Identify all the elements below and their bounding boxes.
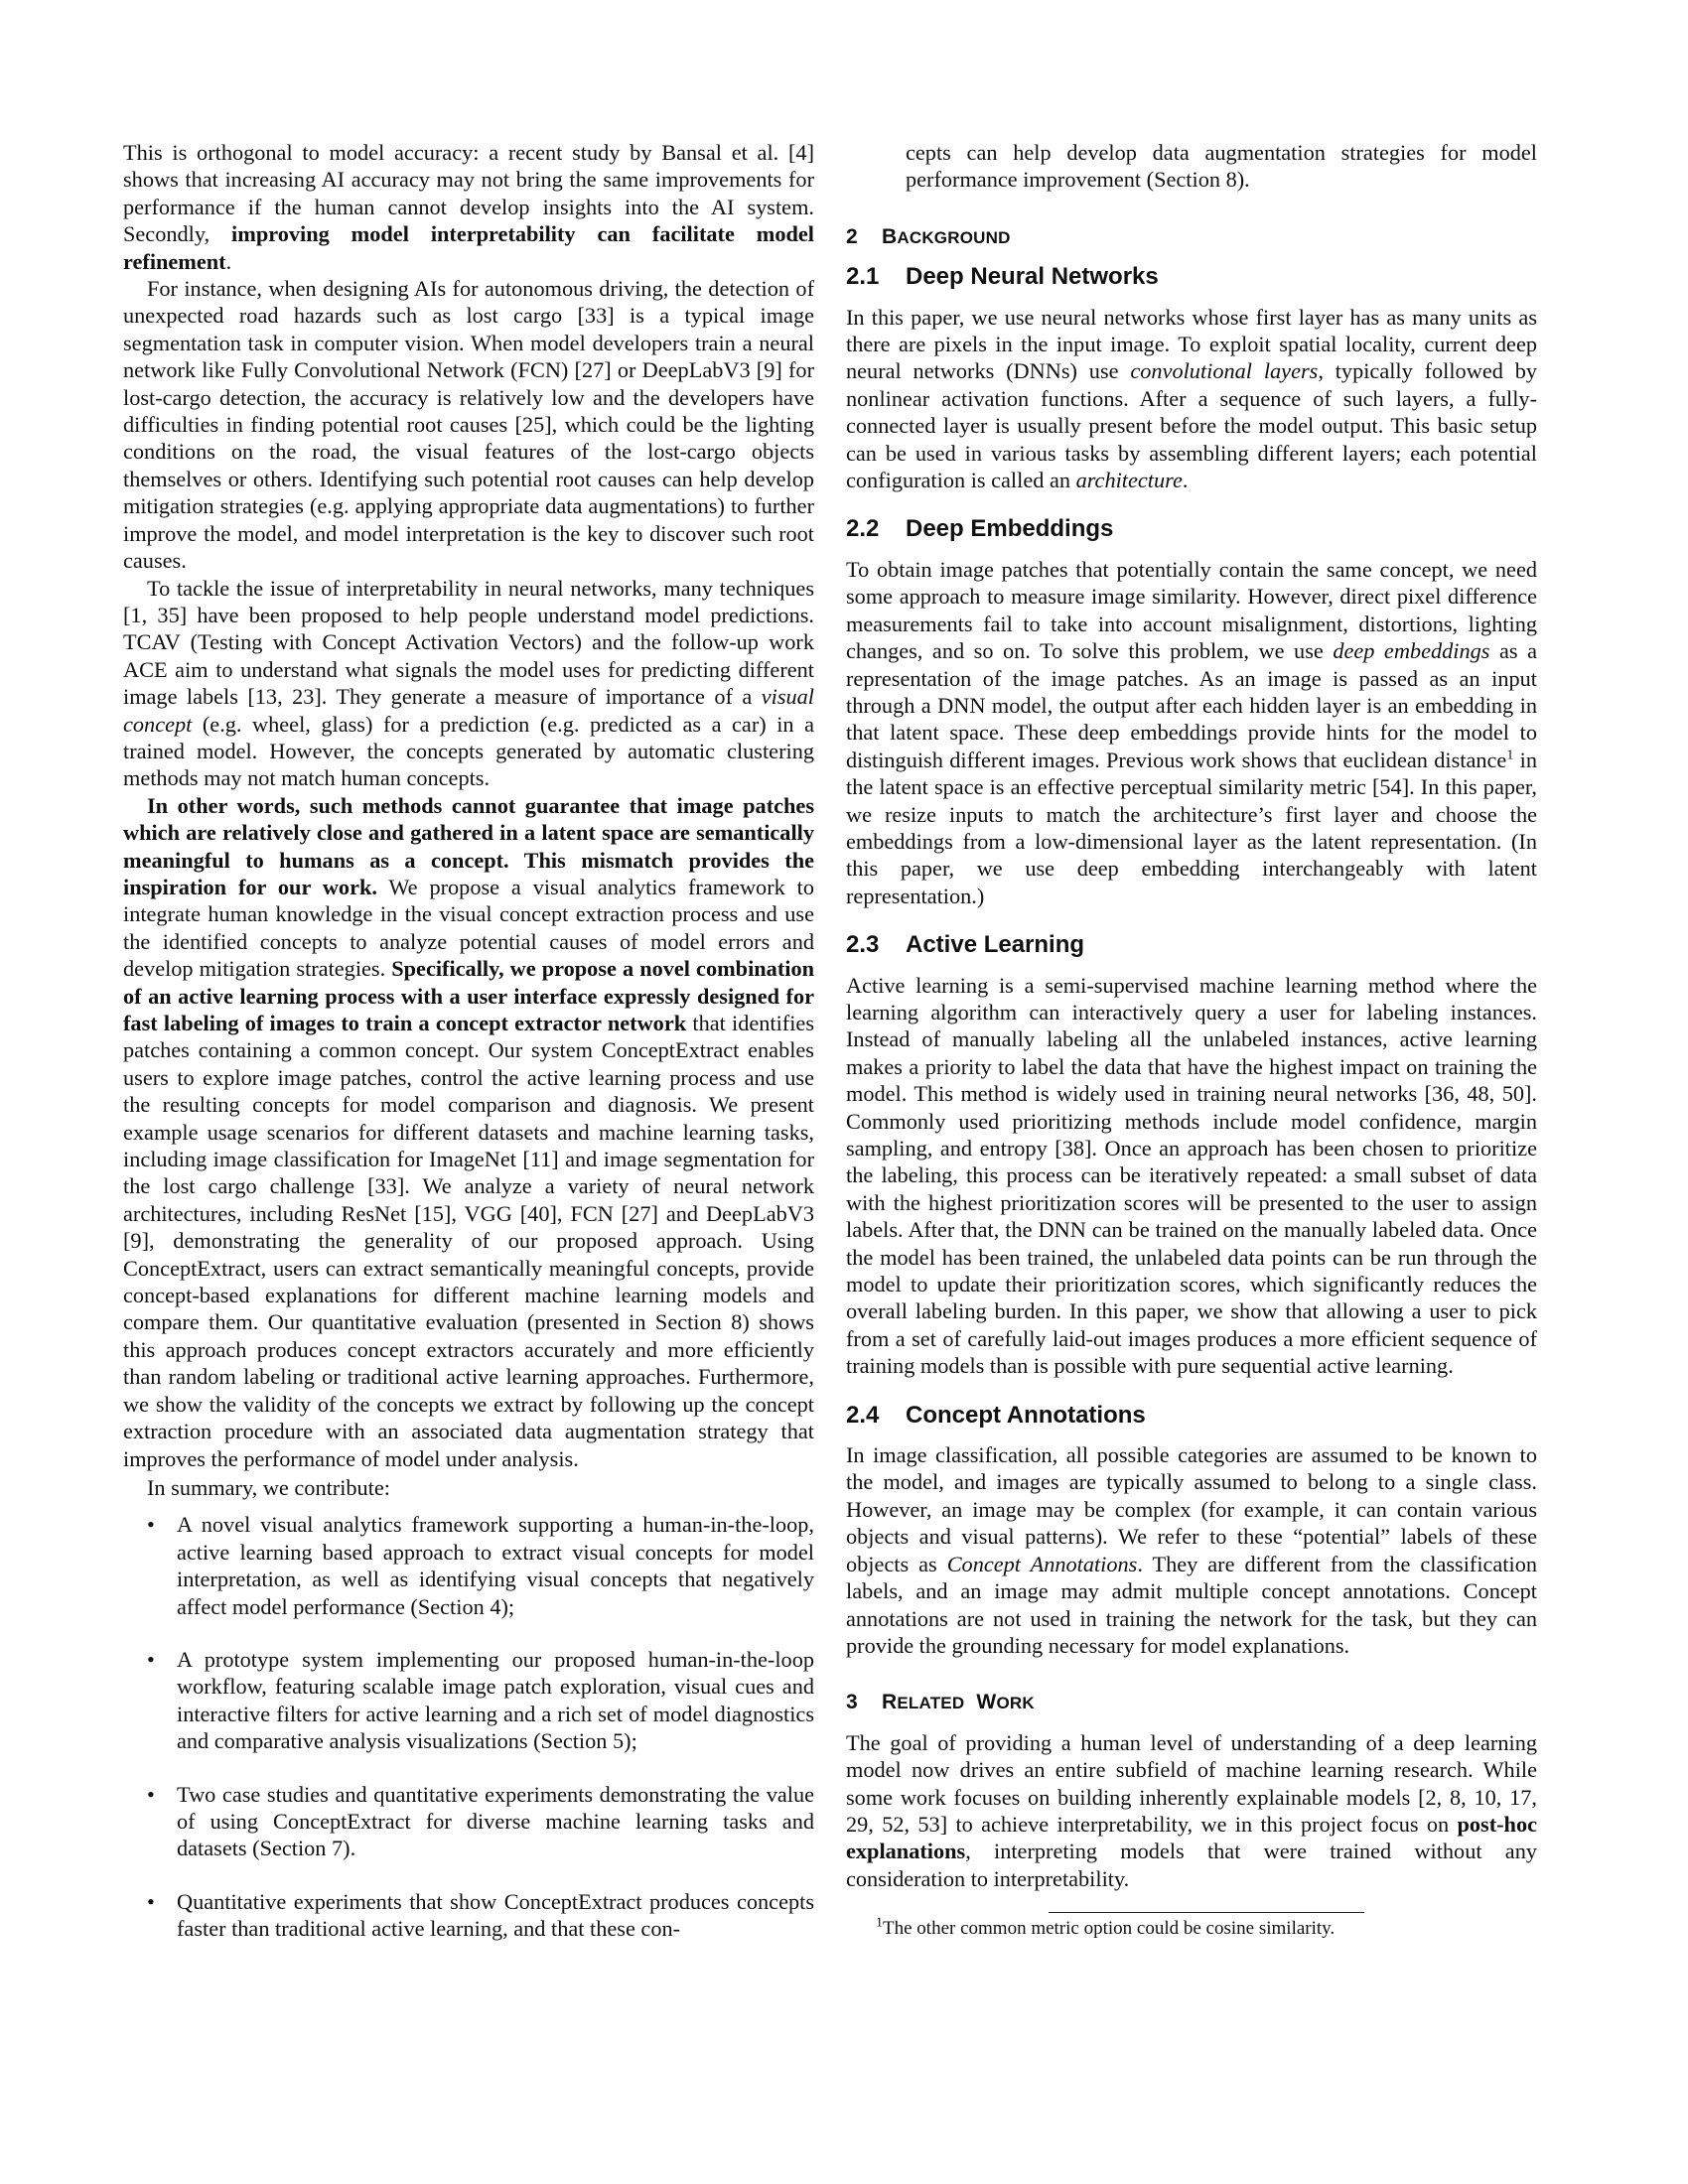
tackle-paragraph: [123, 575, 814, 792]
subsection-heading-dnn: [846, 263, 1537, 290]
dnn-italic-2: architecture: [1075, 468, 1183, 493]
footnote-number: 1: [876, 1915, 883, 1931]
section-title-rest: ELATED: [897, 1694, 965, 1713]
dnn-italic-1: convolutional layers: [1130, 358, 1319, 384]
section-heading-background: [846, 223, 1537, 251]
intro-paragraph: [123, 139, 814, 275]
other-words-bold-1: In other words, such methods cannot guarantee that image patches which are relatively close and gathered in a latent space are semantically meaningful to humans as a concept. This mismatch provides the inspiration for our work.: [123, 792, 814, 899]
dnn-paragraph: [846, 304, 1537, 494]
other-words-text-b: that identifies patches containing a common concept. Our system ConceptExtract enables users to explore image patches, control the active learning process and use the resulting concepts for model comparison and diagnosis. We present example usage scenarios for different datasets and machine learning tasks, including image classification for ImageNet [11] and image segmentation for the lost cargo challenge [33]. We analyze a variety of neural network architectures, including ResNet [15], VGG [40], FCN [27] and DeepLabV3 [9], demonstrating the generality of our proposed approach. Using ConceptExtract, users can extract semantically meaningful concepts, provide concept-based explanations for different machine learning models and compare them. Our quantitative evaluation (presented in Section 8) shows this approach produces concept extractors accurately and more efficiently than random labeling or traditional active learning approaches. Furthermore, we show the validity of the concepts we extract by following up the concept extraction procedure with an associated data augmentation strategy that improves the performance of model under analysis.: [123, 1011, 815, 1471]
embeddings-text-b: as a representation of the image patches. As an image is passed as an input through a DNN model, the output after each hidden layer is an embedding in that latent space. These deep embeddings provide hints for the model to distinguish different images. Previous work shows that euclidean distance: [846, 638, 1537, 772]
subsection-number: 2.1: [846, 263, 880, 291]
intro-bold-text: improving model interpretability can facilitate model refinement: [123, 221, 814, 274]
subsection-number: 2.2: [846, 515, 880, 543]
subsection-title: Deep Embeddings: [906, 515, 1114, 543]
related-text-b: , interpreting models that were trained without any consideration to interpretability.: [846, 1839, 1537, 1891]
contribution-text: Two case studies and quantitative experiments demonstrating the value of using ConceptExtract for diverse machine learning tasks and datasets (Section 7).: [177, 1781, 814, 1861]
subsection-title: Concept Annotations: [906, 1401, 1146, 1429]
bullet-icon: •: [147, 1646, 155, 1672]
instance-paragraph: For instance, when designing AIs for autonomous driving, the detection of unexpected road hazards such as lost cargo [33] is a typical image segmentation task in computer vision. When model developers train a neural network like Fully Convolutional Network (FCN) [27] or DeepLabV3 [9] for lost-cargo detection, the accuracy is relatively low and the developers have difficulties in finding potential root causes [25], which could be the lighting conditions on the road, the visual features of the lost-cargo objects themselves or others. Identifying such potential root causes can help develop mitigation strategies (e.g. applying appropriate data augmentations) to further improve the model, and model interpretation is the key to discover such root causes.: [123, 276, 814, 574]
footnote-rule: [1049, 1912, 1364, 1913]
tackle-italic: visual concept: [123, 684, 814, 737]
contribution-item: [147, 1781, 814, 1862]
contribution-item: [147, 1511, 814, 1620]
active-learning-paragraph: Active learning is a semi-supervised machine learning method where the learning algorithm can interactively query a user for labeling instances. Instead of manually labeling all the unlabeled instances, active learning makes a priority to label the data that have the highest impact on training the model. This method is widely used in training neural networks [36, 48, 50]. Commonly used prioritizing methods include model confidence, margin sampling, and entropy [38]. Once an approach has been chosen to prioritize the labeling, this process can be iteratively repeated: a small subset of data with the highest prioritization scores will be presented to the user to assign labels. After that, the DNN can be trained on the manually labeled data. Once the model has been trained, the unlabeled data points can be run through the model to update their prioritization scores, which significantly reduces the overall labeling burden. In this paper, we show that allowing a user to pick from a set of carefully laid-out images produces a more efficient sequence of training models than is possible with pure sequential active learning.: [846, 972, 1537, 1379]
contribution-item: [147, 1888, 814, 1943]
related-work-paragraph: [846, 1729, 1537, 1892]
dnn-text-a: In this paper, we use neural networks whose first layer has as many units as there are pixels in the input image. To exploit spatial locality, current deep neural networks (DNNs) use: [846, 304, 1537, 384]
dnn-text-b: , typically followed by nonlinear activation functions. After a sequence of such layers, a fully-connected layer is usually present before the model output. This basic setup can be used in various tasks by assembling different layers; each potential configuration is called an: [846, 358, 1537, 493]
tackle-text-a: To tackle the issue of interpretability in neural networks, many techniques [1, 35] have been proposed to help people understand model predictions. TCAV (Testing with Concept Activation Vectors) and the follow-up work ACE aim to understand what signals the model uses for predicting different image labels [13, 23]. They generate a measure of importance of a: [123, 575, 814, 710]
left-column: [123, 139, 814, 1969]
other-words-paragraph: [123, 792, 814, 1472]
related-bold: post-hoc explanations: [846, 1811, 1537, 1864]
related-text-a: The goal of providing a human level of understanding of a deep learning model now drives an entire subfield of machine learning research. While some work focuses on building inherently explainable models [2, 8, 10, 17, 29, 52, 53] to achieve interpretability, we in this project focus on: [846, 1729, 1537, 1837]
section-title-initial: R: [882, 1691, 898, 1714]
section-heading-related-work: [846, 1689, 1537, 1716]
concept-annotations-paragraph: [846, 1441, 1537, 1659]
other-words-bold-2: Specifically, we propose a novel combination of an active learning process with a user interface expressly designed for fast labeling of images to train a concept extractor network: [123, 956, 814, 1035]
contribution-text: A novel visual analytics framework supporting a human-in-the-loop, active learning based approach to extract visual concepts for model interpretation, as well as identifying visual concepts that negatively affect model performance (Section 4);: [177, 1512, 814, 1619]
subsection-number: 2.4: [846, 1401, 880, 1429]
subsection-heading-concept-annotations: [846, 1402, 1537, 1429]
tackle-text-b: (e.g. wheel, glass) for a prediction (e.g. predicted as a car) in a trained model. However, the concepts generated by automatic clustering methods may not match human concepts.: [123, 711, 814, 791]
right-column: [846, 139, 1537, 1941]
bullet-icon: •: [147, 1512, 155, 1538]
contribution-text: A prototype system implementing our proposed human-in-the-loop workflow, featuring scalable image patch exploration, visual cues and interactive filters for active learning and a rich set of model diagnostics and comparative analysis visualizations (Section 5);: [177, 1646, 814, 1754]
bullet-icon: •: [147, 1888, 155, 1914]
contribution-list: [123, 1511, 814, 1942]
section-title-rest: ORK: [996, 1694, 1035, 1713]
subsection-number: 2.3: [846, 931, 880, 959]
continuation-paragraph: cepts can help develop data augmentation strategies for model performance improvement (Section 8).: [906, 140, 1537, 193]
embeddings-text-c: in the latent space is an effective perceptual similarity metric [54]. In this paper, we resize inputs to match the architecture’s first layer and choose the embeddings from a low-dimensional layer as the latent representation. (In this paper, we use deep embedding interchangeably with latent representation.): [846, 747, 1538, 908]
contribution-item: [147, 1646, 814, 1755]
annotations-text-b: . They are different from the classification labels, and an image may admit multiple concept annotations. Concept annotations are not used in training the network for the task, but they can provide the grounding necessary for model explanations.: [846, 1551, 1537, 1658]
summary-line: In summary, we contribute:: [147, 1474, 390, 1500]
section-number: 3: [846, 1691, 858, 1714]
subsection-title: Active Learning: [906, 931, 1085, 959]
footnote-marker[interactable]: 1: [1506, 748, 1514, 763]
section-number: 2: [846, 224, 858, 248]
annotations-text-a: In image classification, all possible categories are assumed to be known to the model, and images are typically assumed to belong to a single class. However, an image may be complex (for example, it can contain various objects and visual patterns). We refer to these “potential” labels of these objects as: [846, 1442, 1537, 1576]
annotations-italic: Concept Annotations: [946, 1551, 1138, 1576]
dnn-text-c: .: [1182, 468, 1189, 493]
embeddings-paragraph: [846, 556, 1537, 909]
embeddings-text-a: To obtain image patches that potentially contain the same concept, we need some approach to measure image similarity. However, direct pixel difference measurements fail to take into account misalignment, distortions, lighting changes, and so on. To solve this problem, we use: [846, 556, 1537, 664]
intro-end: .: [225, 248, 232, 274]
section-title-rest: ACKGROUND: [897, 227, 1011, 247]
section-title-initial: B: [882, 224, 898, 248]
contribution-text: Quantitative experiments that show ConceptExtract produces concepts faster than traditional active learning, and that these con-: [177, 1888, 814, 1942]
section-title-initial: W: [976, 1691, 997, 1714]
subsection-heading-embeddings: [846, 515, 1537, 542]
other-words-text-a: We propose a visual analytics framework to integrate human knowledge in the visual concept extraction process and use the identified concepts to analyze potential causes of model errors and develop mitigation strategies.: [123, 874, 814, 982]
subsection-heading-active-learning: [846, 931, 1537, 958]
footnote-text: The other common metric option could be cosine similarity.: [883, 1918, 1336, 1940]
embeddings-italic: deep embeddings: [1333, 638, 1490, 664]
bullet-icon: •: [147, 1781, 155, 1807]
subsection-title: Deep Neural Networks: [906, 263, 1159, 291]
intro-text: This is orthogonal to model accuracy: a recent study by Bansal et al. [4] shows that increasing AI accuracy may not bring the same improvements for performance if the human cannot develop insights into the AI system. Secondly,: [123, 140, 814, 247]
footnote: [876, 1917, 1537, 1941]
